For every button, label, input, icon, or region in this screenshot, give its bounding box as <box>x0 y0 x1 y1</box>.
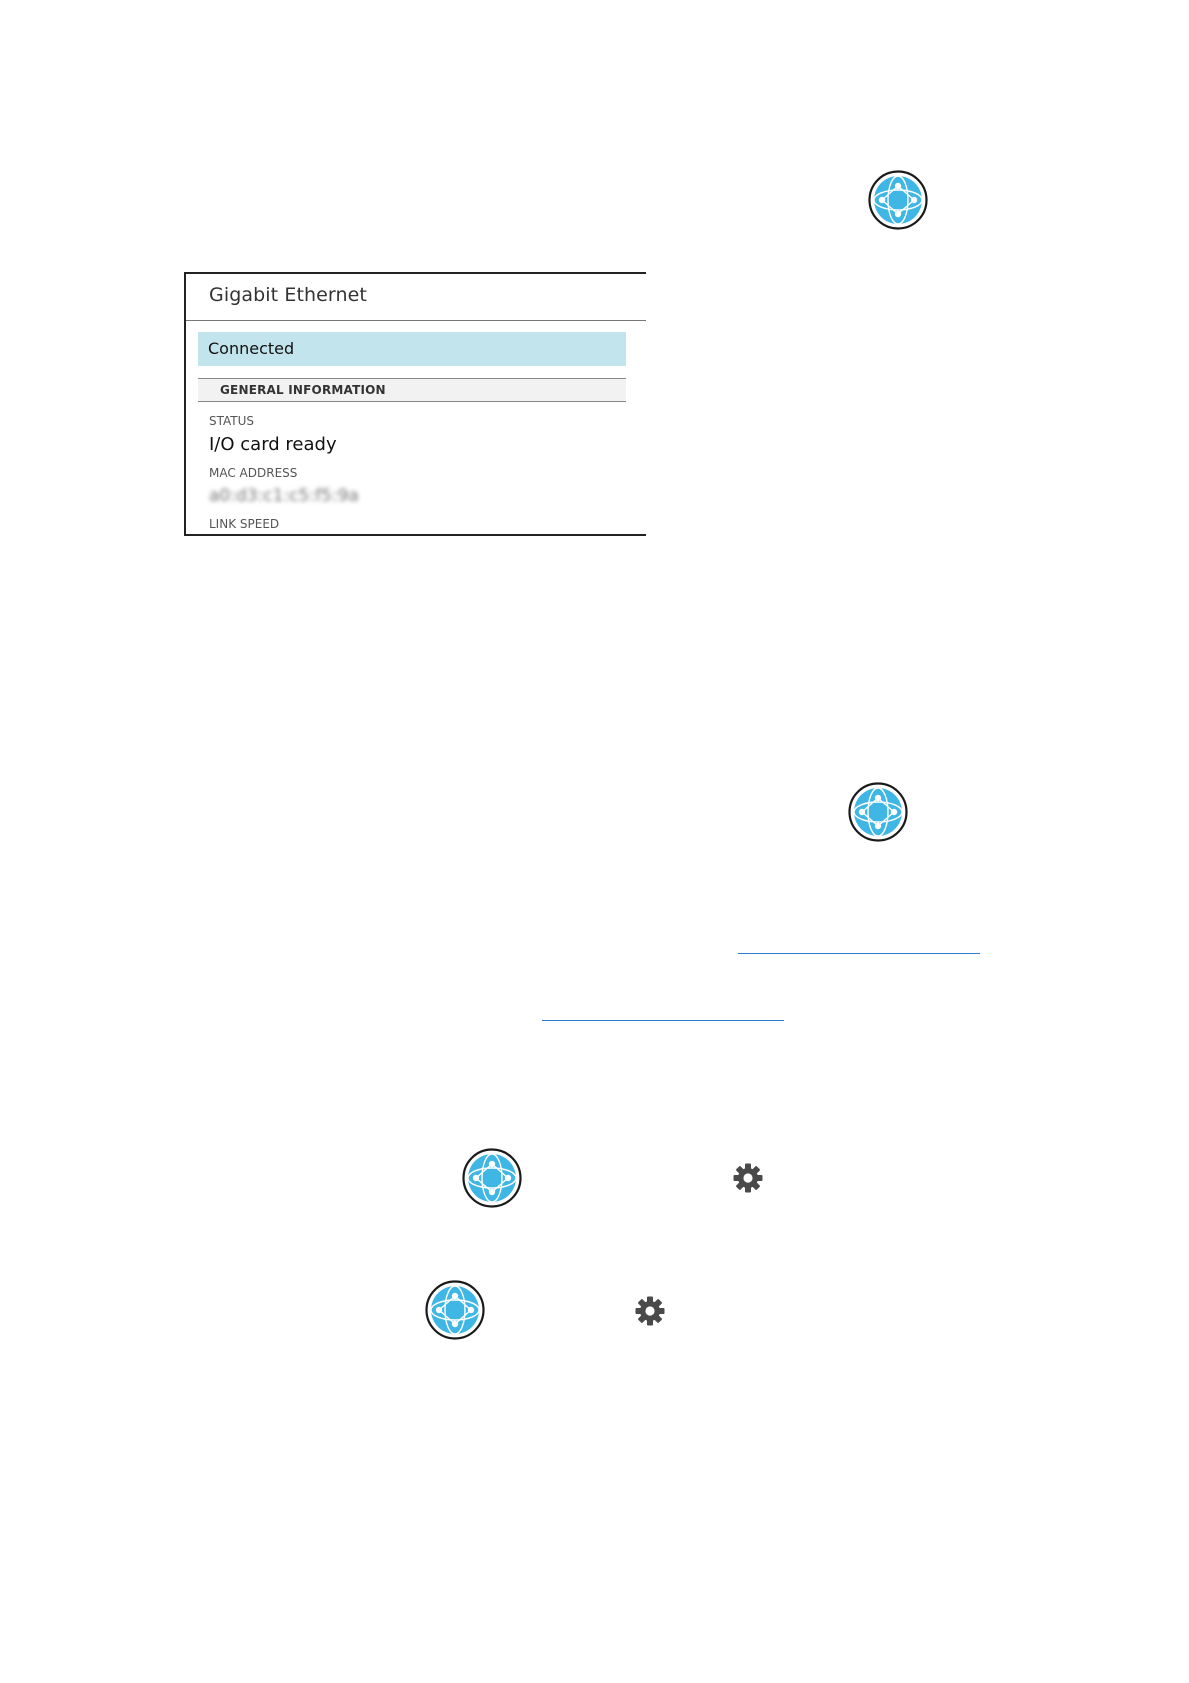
network-globe-icon[interactable] <box>425 1280 485 1340</box>
network-globe-icon-graphic <box>848 782 908 842</box>
connection-status-label: Connected <box>208 339 295 358</box>
gear-icon[interactable] <box>634 1295 666 1327</box>
panel-title: Gigabit Ethernet <box>209 284 367 306</box>
section-header-label: GENERAL INFORMATION <box>220 383 386 397</box>
gigabit-ethernet-panel <box>184 272 646 536</box>
link-speed-label: LINK SPEED <box>209 517 280 531</box>
network-globe-icon-graphic <box>425 1280 485 1340</box>
gear-icon-graphic <box>732 1162 764 1194</box>
network-globe-icon[interactable] <box>868 170 928 230</box>
network-globe-icon[interactable] <box>462 1148 522 1208</box>
network-globe-icon-graphic <box>868 170 928 230</box>
connection-status-bar <box>198 332 626 366</box>
hyperlink-underline[interactable] <box>738 953 980 954</box>
mac-address-label: MAC ADDRESS <box>209 466 298 480</box>
network-globe-icon-graphic <box>462 1148 522 1208</box>
network-globe-icon[interactable] <box>848 782 908 842</box>
gear-icon-graphic <box>634 1295 666 1327</box>
general-information-header <box>198 378 626 402</box>
hyperlink-underline[interactable] <box>542 1020 784 1021</box>
status-value: I/O card ready <box>209 434 337 455</box>
gear-icon[interactable] <box>732 1162 764 1194</box>
mac-address-value: a0:d3:c1:c5:f5:9a <box>209 486 359 506</box>
status-label: STATUS <box>209 414 255 428</box>
title-divider <box>186 320 646 321</box>
